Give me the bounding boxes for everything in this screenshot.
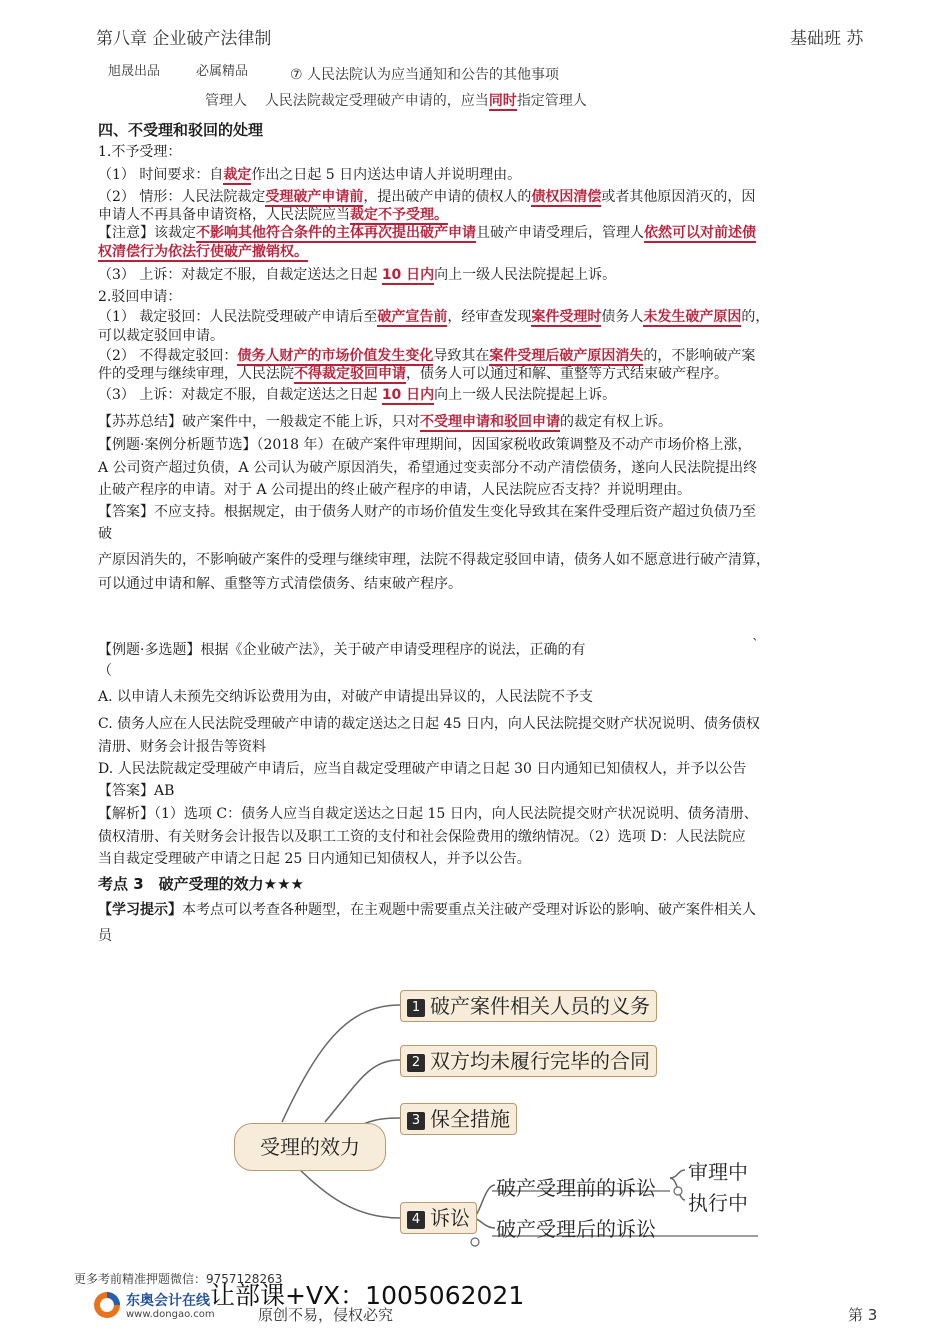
branch-label: 破产案件相关人员的义务: [430, 994, 650, 1018]
highlight-span: 不得裁定驳回申请: [294, 366, 406, 382]
text-span: （3） 上诉：对裁定不服，自裁定送达之日起: [98, 387, 382, 403]
example2-option-d: D. 人民法院裁定受理破产申请后，应当自裁定受理破产申请之日起 30 日内通知已知债权人，并予以公告: [98, 761, 747, 777]
example2-option-a: A. 以申请人未预先交纳诉讼费用为由，对破产申请提出异议的，人民法院不予支: [98, 689, 594, 705]
highlight-span: 不影响其他符合条件的主体再次提出破产申请: [196, 225, 476, 241]
text-span: 导致其在: [433, 348, 490, 364]
highlight-span: 案件受理时: [531, 309, 602, 325]
branch-label: 诉讼: [430, 1206, 470, 1230]
text-span: 申请人不再具备申请资格，人民法院应当: [98, 207, 350, 223]
cut-line-2: [205, 90, 587, 110]
mindmap-branch-4: [400, 1202, 477, 1234]
example2-option-c-2: 清册、财务会计报告等资料: [98, 739, 266, 755]
highlight-span: 不受理申请和驳回申请: [420, 414, 560, 430]
example1-line-1: 【例题·案例分析题节选】（2018 年）在破产案件审理期间，因国家税收政策调整及不动产市场价格上涨，: [98, 437, 752, 453]
text-span: ，经审查发现: [447, 309, 532, 325]
kp3-tip-2: 员: [98, 928, 112, 944]
text-span: ，债务人可以通过和解、重整等方式结束破产程序。: [406, 366, 728, 382]
text-span: 债务人: [601, 309, 644, 325]
highlight-span: 案件受理后破产原因消失: [489, 348, 644, 364]
mindmap-branch-2: [400, 1045, 657, 1077]
collapse-dot-2: [674, 1187, 682, 1195]
mindmap: [230, 980, 758, 1242]
example2-question: 【例题·多选题】根据《企业破产法》，关于破产申请受理程序的说法，正确的有: [98, 642, 586, 658]
highlight-span: 裁定不予受理。: [350, 207, 448, 223]
text-span: 件的受理与继续审理，人民法院: [98, 366, 294, 382]
page-number: 第 3: [848, 1306, 878, 1324]
highlight-span: 债权因清偿: [531, 189, 602, 205]
example2-answer: 【答案】AB: [98, 783, 175, 799]
highlight-span: 裁定: [223, 167, 252, 183]
text-span: （2） 不得裁定驳回：: [98, 348, 238, 364]
text-line-9: [98, 347, 755, 366]
cut-line-1-clip: [290, 62, 630, 83]
footer-center-clip: [258, 1304, 438, 1324]
text-span: （1） 时间要求：自: [98, 167, 224, 183]
highlight-span: 依然可以对前述债: [644, 225, 756, 241]
text-line-4: [98, 224, 756, 243]
highlight-span: 权清偿行为依法行使破产撤销权。: [98, 244, 308, 260]
text-line-11: [98, 386, 616, 405]
mindmap-branch-3: [400, 1103, 517, 1135]
tip-label: 【学习提示】: [98, 902, 182, 918]
text-span: 的，不影响破产案: [643, 348, 756, 364]
branch-number: 1: [407, 999, 425, 1017]
text-span: 且破产申请受理后，管理人: [476, 225, 644, 241]
example1-line-2: A 公司资产超过负债，A 公司认为破产原因消失，希望通过变卖部分不动产清偿债务，遂向人民法院提出终: [98, 460, 758, 476]
cut-line-2-clip: [205, 89, 685, 109]
text-span: 【注意】该裁定: [98, 225, 196, 241]
kp3-title: 考点 3 破产受理的效力★★★: [98, 875, 305, 893]
text-line-10: [98, 365, 728, 384]
chapter-title: 第八章 企业破产法律制: [96, 29, 272, 49]
footer-big-clip: [210, 1276, 550, 1310]
branch-number: 3: [407, 1112, 425, 1130]
text-span: ，提出破产申请的债权人的: [363, 189, 532, 205]
sub-heading-2: 2.驳回申请：: [98, 289, 182, 305]
text-line-1: [98, 166, 521, 185]
cut-line-2-c: 指定管理人: [516, 93, 587, 109]
section-title: 四、不受理和驳回的处理: [98, 121, 264, 139]
highlight-span: 10 日内: [381, 387, 435, 403]
example1-answer-3: 产原因消失的，不影响破产案件的受理与继续审理，法院不得裁定驳回申请，债务人如不愿意进行破产清算，: [98, 552, 770, 568]
logo-name: 东奥会计在线: [126, 1293, 210, 1309]
example2-option-a-clip: [98, 686, 738, 705]
highlight-span: 10 日内: [381, 267, 435, 283]
text-line-3: [98, 206, 448, 225]
mindmap-child-2: 破产受理后的诉讼: [496, 1217, 656, 1241]
example1-answer-1: 【答案】不应支持。根据规定，由于债务人财产的市场价值发生变化导致其在案件受理后资产超过负债乃至: [98, 504, 756, 520]
text-span: 的裁定有权上诉。: [560, 414, 672, 430]
mindmap-grandchild-2: 执行中: [688, 1191, 748, 1215]
example2-explain-1: 【解析】（1）选项 C：债务人应当自裁定送达之日起 15 日内，向人民法院提交财产状况说明、债务清册、: [98, 806, 758, 822]
mindmap-branch-1: [400, 990, 657, 1022]
collapse-dot-3: [471, 1238, 479, 1246]
highlight-span: 未发生破产原因: [643, 309, 742, 325]
text-span: （2） 情形：人民法院裁定: [98, 189, 266, 205]
text-span: 作出之日起 5 日内送达申请人并说明理由。: [251, 167, 522, 183]
mindmap-root: 受理的效力: [234, 1123, 386, 1171]
cut-line-1: ⑦ 人民法院认为应当通知和公告的其他事项: [290, 67, 559, 83]
summary-line: [98, 413, 672, 432]
connector-2: [325, 1060, 400, 1122]
mindmap-child-1: 破产受理前的诉讼: [496, 1176, 656, 1200]
example2-option-c-1: C. 债务人应在人民法院受理破产申请的裁定送达之日起 45 日内，向人民法院提交财产状况说明、债务债权: [98, 716, 760, 732]
text-span: 【苏苏总结】破产案件中，一般裁定不能上诉，只对: [98, 414, 420, 430]
text-line-7: [98, 308, 769, 327]
footer-page-clip: [848, 1304, 908, 1324]
footer-promo: 更多考前精准押题微信：9757128263: [74, 1272, 283, 1286]
branch-number: 2: [407, 1054, 425, 1072]
cut-line-2-b: 人民法院裁定受理破产申请的，应当: [264, 93, 489, 109]
brand-label-2: 必属精品: [196, 64, 249, 79]
text-span: （1） 裁定驳回：人民法院受理破产申请后至: [98, 309, 378, 325]
text-span: 或者其他原因消灭的，因: [601, 189, 756, 205]
footer-center: 原创不易，侵权必究: [258, 1306, 394, 1324]
class-title-clip: [790, 22, 890, 49]
text-span: 本考点可以考查各种题型，在主观题中需要重点关注破产受理对诉讼的影响、破产案件相关人: [182, 902, 756, 918]
brand-label-1: 旭晟出品: [108, 64, 161, 79]
class-title: 基础班 苏: [790, 29, 864, 49]
text-line-5: [98, 243, 308, 262]
text-span: 向上一级人民法院提起上诉。: [434, 387, 617, 403]
example2-explain-2: 债权清册、有关财务会计报告以及职工工资的支付和社会保险费用的缴纳情况。（2）选项 D：人民法院应: [98, 829, 746, 845]
text-line-2: [98, 188, 755, 207]
text-line-6: [98, 266, 616, 285]
chapter-title-clip: [96, 22, 516, 49]
logo-url: www.dongao.com: [126, 1309, 215, 1320]
example1-answer-4: 可以通过申请和解、重整等方式清偿债务、结束破产程序。: [98, 576, 462, 592]
example2-explain-3: 当自裁定受理破产申请之日起 25 日内通知已知债权人，并予以公告。: [98, 851, 531, 867]
logo-icon: [92, 1290, 122, 1320]
text-span: 的，: [741, 309, 770, 325]
cut-line-2-red: 同时: [488, 93, 517, 109]
branch-label: 保全措施: [430, 1107, 510, 1131]
text-span: 向上一级人民法院提起上诉。: [434, 267, 617, 283]
footer-big-text: 让部课+VX：1005062021: [210, 1281, 525, 1310]
branch-number: 4: [407, 1211, 425, 1229]
branch-label: 双方均未履行完毕的合同: [430, 1049, 650, 1073]
highlight-span: 受理破产申请前: [265, 189, 364, 205]
example1-answer-2: 破: [98, 526, 112, 542]
example2-paren: （: [98, 663, 112, 679]
highlight-span: 债务人财产的市场价值发生变化: [237, 348, 434, 364]
highlight-span: 破产宣告前: [377, 309, 448, 325]
text-span: （3） 上诉：对裁定不服，自裁定送达之日起: [98, 267, 382, 283]
connector-7: [670, 1170, 685, 1178]
example1-line-3: 止破产程序的申请。对于 A 公司提出的终止破产程序的申请，人民法院应否支持？并说明理由。: [98, 482, 692, 498]
kp3-tip-1: [98, 901, 756, 920]
cut-line-2-a: 管理人: [205, 93, 247, 109]
example2-tick: `: [752, 637, 759, 653]
mindmap-grandchild-1: 审理中: [688, 1160, 748, 1184]
sub-heading-1: 1.不予受理：: [98, 144, 182, 160]
text-line-8: 可以裁定驳回申请。: [98, 328, 224, 344]
